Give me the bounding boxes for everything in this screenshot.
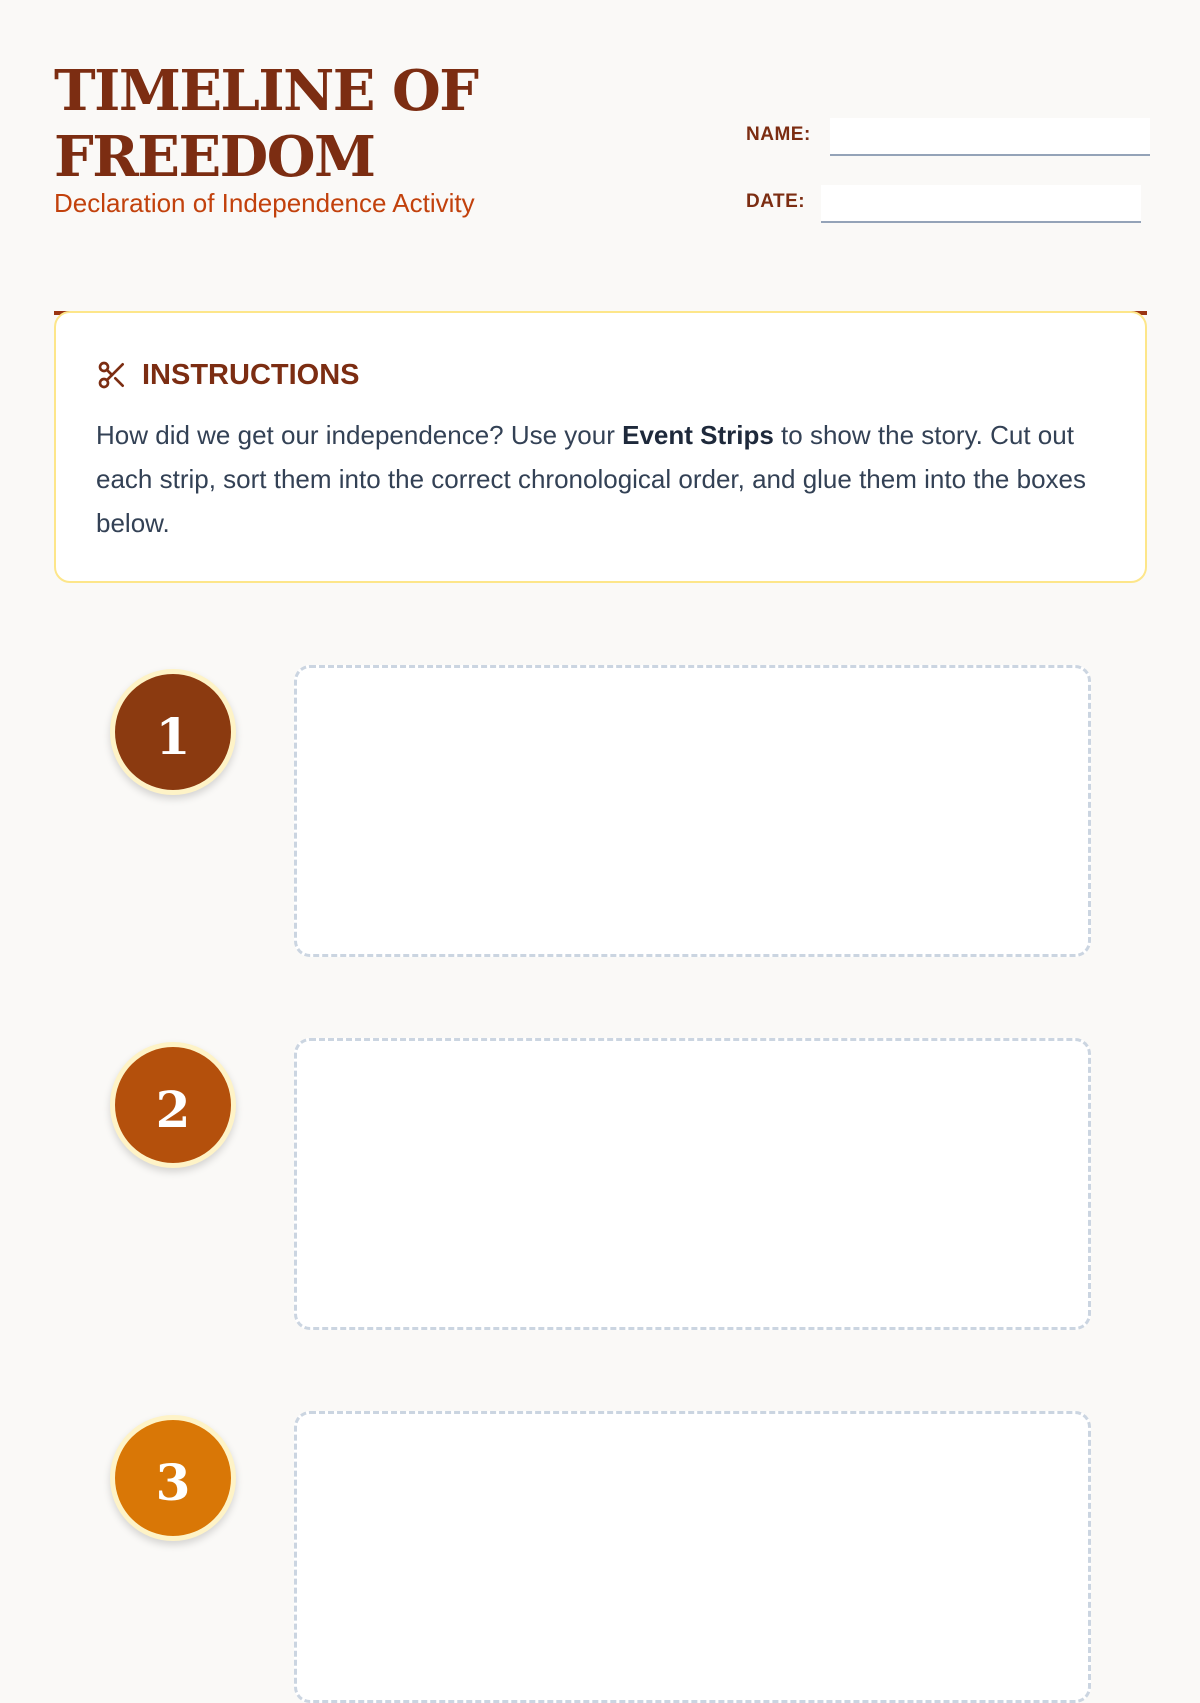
page-title: TIMELINE OF FREEDOM: [54, 58, 478, 190]
glue-box-3: [294, 1411, 1091, 1703]
step-badge-2: 2: [110, 1042, 236, 1168]
instructions-box: [54, 311, 1147, 583]
step-badge-1: 1: [110, 669, 236, 795]
scissors-icon: [96, 359, 128, 391]
instructions-text: [96, 413, 1105, 545]
instructions-text-end: to show the story. Cut out each strip, sort them into the correct chronological order, and glue them into the boxes below.: [96, 420, 1086, 538]
instructions-heading: [96, 355, 1105, 395]
glue-box-2: [294, 1038, 1091, 1330]
name-label: NAME:: [746, 124, 811, 145]
name-field[interactable]: [830, 118, 1150, 156]
worksheet-page: [54, 0, 1147, 1600]
timeline-slot-2: [54, 1038, 1147, 1330]
step-badge-3: 3: [110, 1415, 236, 1541]
glue-box-1: [294, 665, 1091, 957]
name-field-row: [746, 118, 1150, 156]
date-label: DATE:: [746, 191, 806, 212]
date-field[interactable]: [821, 185, 1141, 223]
instructions-text-bold: Event Strips: [622, 420, 774, 450]
timeline-slot-1: [54, 665, 1147, 957]
page-subtitle: Declaration of Independence Activity: [54, 188, 475, 218]
instructions-title: INSTRUCTIONS: [142, 358, 360, 391]
instructions-text-start: How did we get our independence? Use your: [96, 420, 623, 450]
date-field-row: [746, 185, 1141, 223]
timeline-slot-3: [54, 1411, 1147, 1703]
worksheet-header: [54, 58, 1147, 258]
